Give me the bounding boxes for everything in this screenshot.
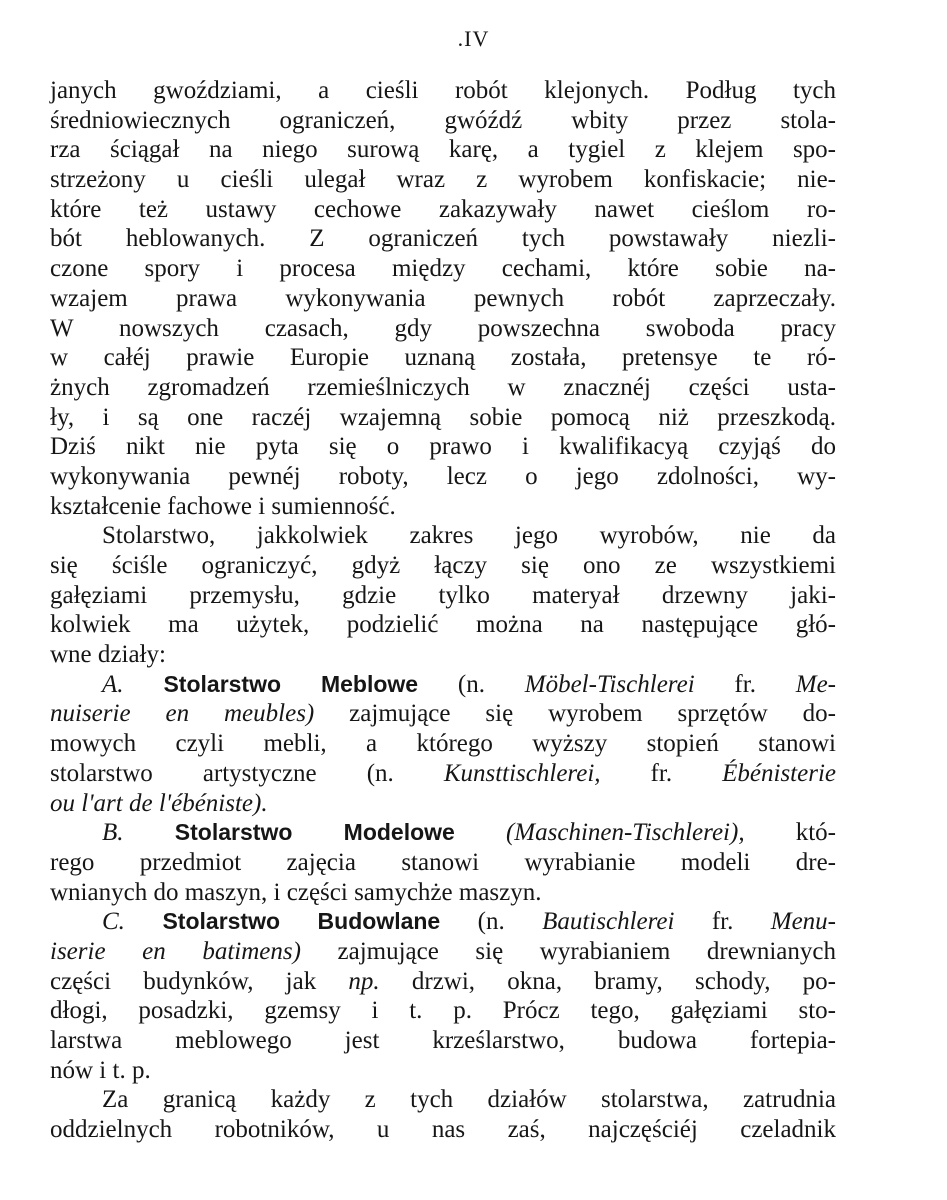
text-line: ou l'art de l'ébéniste).	[50, 789, 268, 817]
text-line: C. Stolarstwo Budowlane (n. Bautischlerei fr. Menu-	[102, 908, 836, 936]
text-line: które też ustawy cechowe zakazywały nawet cieślom ro-	[50, 195, 836, 223]
text-line: rza ściągał na niego surową karę, a tygiel z klejem spo-	[50, 136, 836, 164]
text-line: strzeżony u cieśli ulegał wraz z wyrobem konfiskacie; nie-	[50, 166, 836, 194]
text-line: wzajem prawa wykonywania pewnych robót zaprzeczały.	[50, 284, 836, 312]
text-line: Stolarstwo, jakkolwiek zakres jego wyrobów, nie da	[102, 522, 836, 550]
text-line: wykonywania pewnéj roboty, lecz o jego zdolności, wy-	[50, 462, 836, 490]
section-letter: C.	[102, 908, 125, 936]
body-text	[50, 76, 836, 1145]
text-line: kolwiek ma użytek, podzielić można na następujące głó-	[50, 611, 836, 639]
text-line: w całéj prawie Europie uznaną została, pretensye te ró-	[50, 344, 836, 372]
text-line: ły, i są one raczéj wzajemną sobie pomocą niż przeszkodą.	[50, 403, 836, 431]
text-line: nów i t. p.	[50, 1056, 151, 1084]
text-line: kształcenie fachowe i sumienność.	[50, 492, 396, 520]
text-line: się ściśle ograniczyć, gdyż łączy się ono ze wszystkiemi	[50, 552, 836, 579]
text-line: Dziś nikt nie pyta się o prawo i kwalifikacyą czyjąś do	[50, 433, 836, 461]
section-letter: B.	[102, 819, 124, 847]
text-line: gałęziami przemysłu, gdzie tylko materyał drzewny jaki-	[50, 581, 836, 609]
text-line: rego przedmiot zajęcia stanowi wyrabianie modeli dre-	[50, 848, 836, 876]
text-line: Za granicą każdy z tych działów stolarstwa, zatrudnia	[102, 1086, 836, 1114]
text-line: iserie en batimens) zajmujące się wyrabianiem drewnianych	[50, 937, 836, 965]
text-line: wne działy:	[50, 641, 166, 669]
text-line: dłogi, posadzki, gzemsy i t. p. Prócz tego, gałęziami sto-	[50, 997, 836, 1025]
section-heading: Stolarstwo Modelowe	[123, 819, 455, 846]
text-line: żnych zgromadzeń rzemieślniczych w znacznéj części usta-	[50, 373, 836, 401]
text-line: B. Stolarstwo Modelowe (Maschinen-Tischlerei), któ-	[102, 819, 836, 847]
text-line: A. Stolarstwo Meblowe (n. Möbel-Tischlerei fr. Me-	[102, 670, 836, 698]
text-line: stolarstwo artystyczne (n. Kunsttischlerei, fr. Ébénisterie	[50, 759, 836, 787]
section-heading: Stolarstwo Meblowe	[123, 670, 419, 697]
text-line: bót heblowanych. Z ograniczeń tych powstawały niezli-	[50, 225, 836, 253]
text-line: średniowiecznych ograniczeń, gwóźdź wbity przez stola-	[50, 106, 836, 134]
page-number: .IV	[457, 26, 490, 51]
text-line: oddzielnych robotników, u nas zaś, najczęściéj czeladnik	[50, 1116, 836, 1144]
text-line: części budynków, jak np. drzwi, okna, bramy, schody, po-	[50, 967, 836, 995]
text-line: janych gwoździami, a cieśli robót klejonych. Podług tych	[50, 77, 836, 104]
section-heading: Stolarstwo Budowlane	[124, 908, 441, 935]
text-line: mowych czyli mebli, a którego wyższy stopień stanowi	[50, 730, 836, 758]
text-line: wnianych do maszyn, i części samychże maszyn.	[50, 878, 542, 906]
section-letter: A.	[102, 670, 124, 698]
text-line: nuiserie en meubles) zajmujące się wyrobem sprzętów do-	[50, 700, 836, 728]
text-line: larstwa meblowego jest krześlarstwo, budowa fortepia-	[50, 1027, 836, 1054]
text-line: W nowszych czasach, gdy powszechna swoboda pracy	[50, 314, 836, 342]
text-line: czone spory i procesa między cechami, które sobie na-	[50, 255, 836, 283]
